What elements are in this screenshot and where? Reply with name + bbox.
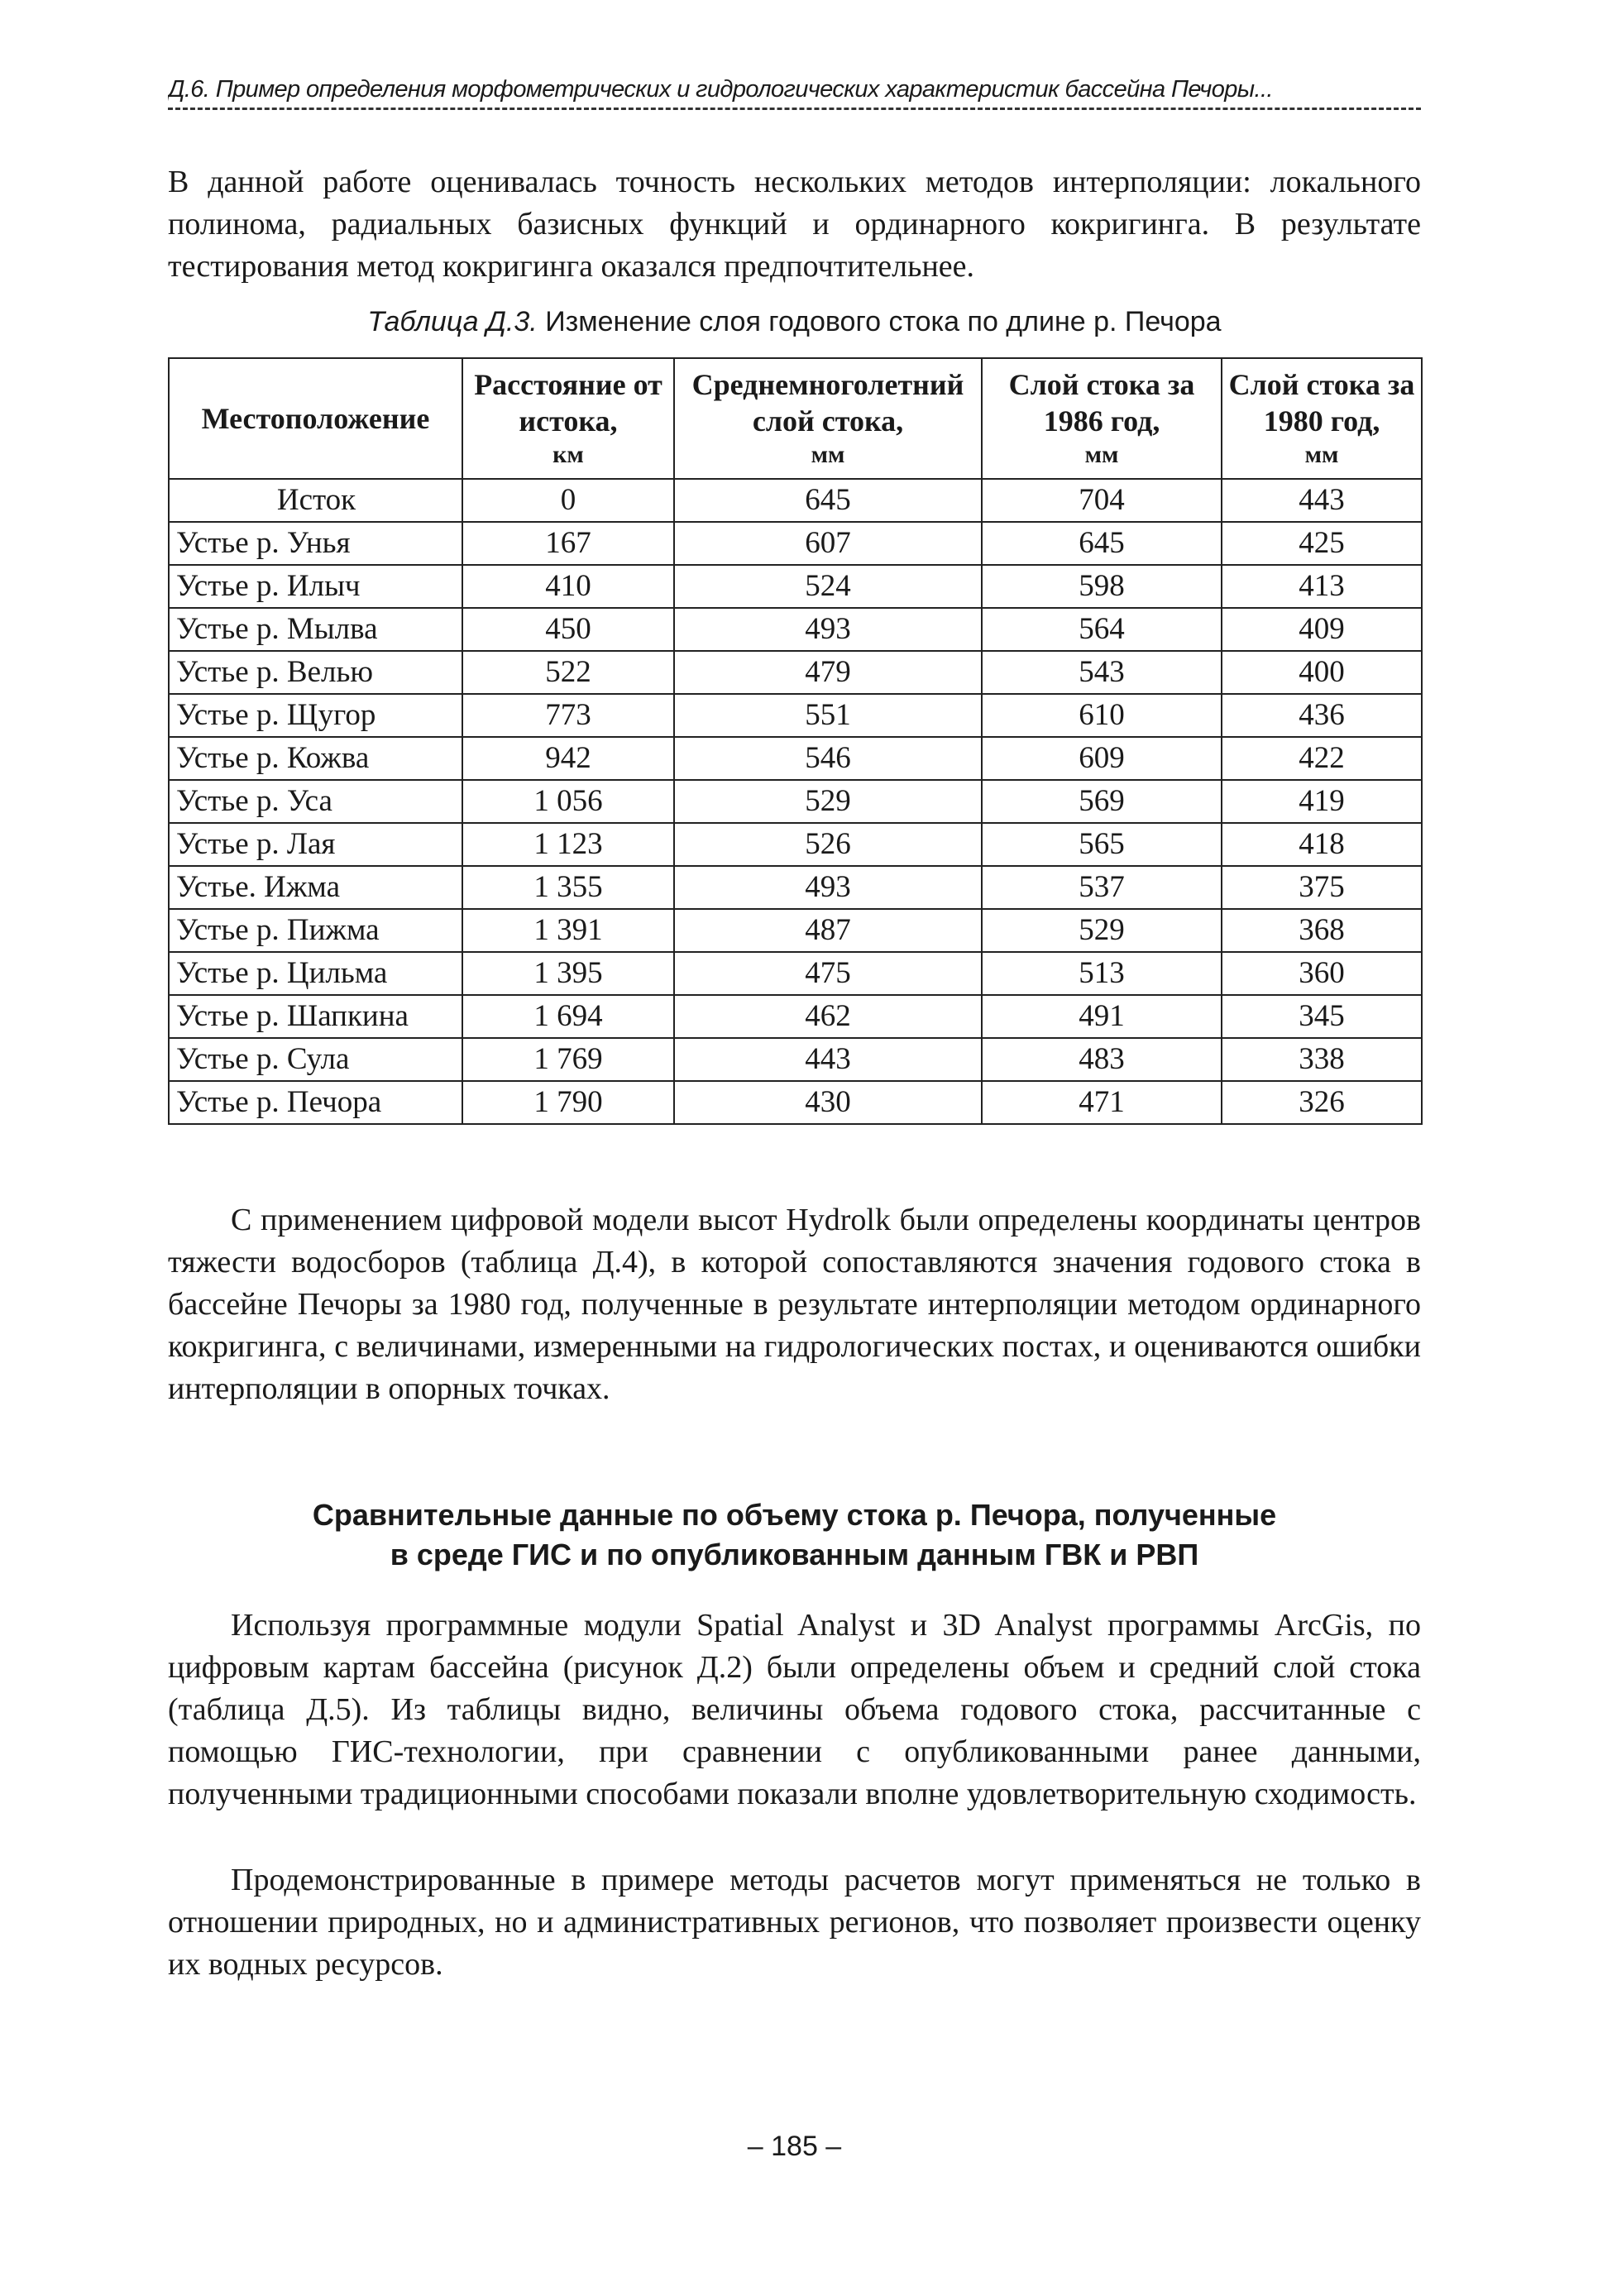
table-cell-location: Устье р. Сула bbox=[169, 1038, 462, 1081]
table-cell-location: Устье р. Лая bbox=[169, 823, 462, 866]
table-cell: 1 123 bbox=[462, 823, 674, 866]
gis-paragraph: Используя программные модули Spatial Analyst и 3D Analyst программы ArcGis, по цифровым картам бассейна (рисунок Д.2) были определены объем и средний слой стока (таблица Д.5). Из таблицы видно, величины объема годового стока, рассчитанные с помощью ГИС-технологии, при сравнении с опубликованными ранее данными, полученными традиционными способами показали вполне удовлетворительную сходимость. bbox=[168, 1608, 1421, 1811]
table-cell: 529 bbox=[674, 780, 982, 823]
table-cell: 475 bbox=[674, 952, 982, 995]
table-row bbox=[169, 909, 1422, 952]
table-row bbox=[169, 952, 1422, 995]
table-cell: 564 bbox=[982, 608, 1222, 651]
table-row bbox=[169, 565, 1422, 608]
table-cell: 610 bbox=[982, 694, 1222, 737]
table-cell: 0 bbox=[462, 479, 674, 522]
table-cell: 375 bbox=[1222, 866, 1422, 909]
page-number: – 185 – bbox=[747, 2131, 842, 2162]
table-cell: 413 bbox=[1222, 565, 1422, 608]
table-cell: 1 694 bbox=[462, 995, 674, 1038]
table-cell: 418 bbox=[1222, 823, 1422, 866]
intro-paragraph: В данной работе оценивалась точность нескольких методов интерполяции: локального полинома, радиальных базисных функций и ординарного кокригинга. В результате тестирования метод кокригинга оказался предпочтительнее. bbox=[168, 165, 1421, 284]
table-cell: 410 bbox=[462, 565, 674, 608]
table-cell-location: Устье р. Щугор bbox=[169, 694, 462, 737]
table-cell: 513 bbox=[982, 952, 1222, 995]
table-cell: 546 bbox=[674, 737, 982, 780]
table-cell-location: Устье р. Цильма bbox=[169, 952, 462, 995]
table-cell: 368 bbox=[1222, 909, 1422, 952]
table-cell: 565 bbox=[982, 823, 1222, 866]
table-row bbox=[169, 522, 1422, 565]
table-cell: 537 bbox=[982, 866, 1222, 909]
table-cell: 1 056 bbox=[462, 780, 674, 823]
conclusion-paragraph: Продемонстрированные в примере методы расчетов могут применяться не только в отношении природных, но и административных регионов, что позволяет произвести оценку их водных ресурсов. bbox=[168, 1863, 1421, 1982]
table-cell-location: Устье р. Уса bbox=[169, 780, 462, 823]
table-caption bbox=[168, 304, 1421, 339]
table-cell: 430 bbox=[674, 1081, 982, 1124]
table-cell: 522 bbox=[462, 651, 674, 694]
table-cell: 400 bbox=[1222, 651, 1422, 694]
runoff-table bbox=[168, 357, 1423, 1125]
header-mean-runoff: Среднемноголетний слой стока, мм bbox=[674, 358, 982, 479]
table-cell: 704 bbox=[982, 479, 1222, 522]
table-cell: 338 bbox=[1222, 1038, 1422, 1081]
table-row bbox=[169, 651, 1422, 694]
table-cell: 1 790 bbox=[462, 1081, 674, 1124]
table-cell-location: Устье р. Пижма bbox=[169, 909, 462, 952]
table-row bbox=[169, 995, 1422, 1038]
table-row bbox=[169, 823, 1422, 866]
table-cell: 409 bbox=[1222, 608, 1422, 651]
section-heading-line1: Сравнительные данные по объему стока р. Печора, полученные bbox=[312, 1498, 1277, 1532]
table-cell: 443 bbox=[674, 1038, 982, 1081]
table-caption-label: Таблица Д.3. bbox=[367, 306, 538, 337]
table-cell-location: Устье р. Мылва bbox=[169, 608, 462, 651]
table-cell: 360 bbox=[1222, 952, 1422, 995]
table-row bbox=[169, 737, 1422, 780]
table-cell: 419 bbox=[1222, 780, 1422, 823]
table-cell: 526 bbox=[674, 823, 982, 866]
table-cell: 479 bbox=[674, 651, 982, 694]
table-cell: 1 391 bbox=[462, 909, 674, 952]
table-cell: 493 bbox=[674, 866, 982, 909]
header-distance: Расстояние от истока, км bbox=[462, 358, 674, 479]
table-cell: 462 bbox=[674, 995, 982, 1038]
table-row bbox=[169, 780, 1422, 823]
table-cell: 425 bbox=[1222, 522, 1422, 565]
table-cell: 551 bbox=[674, 694, 982, 737]
section-heading bbox=[168, 1495, 1421, 1575]
table-cell: 483 bbox=[982, 1038, 1222, 1081]
table-cell-location: Устье р. Печора bbox=[169, 1081, 462, 1124]
header-runoff-1986: Слой стока за 1986 год, мм bbox=[982, 358, 1222, 479]
header-runoff-1980: Слой стока за 1980 год, мм bbox=[1222, 358, 1422, 479]
table-cell: 529 bbox=[982, 909, 1222, 952]
dem-paragraph: С применением цифровой модели высот Hydrolk были определены координаты центров тяжести водосборов (таблица Д.4), в которой сопоставляются значения годового стока в бассейне Печоры за 1980 год, полученные в результате интерполяции методом ординарного кокригинга, с величинами, измеренными на гидрологических постах, и оцениваются ошибки интерполяции в опорных точках. bbox=[168, 1203, 1421, 1406]
table-cell: 942 bbox=[462, 737, 674, 780]
table-cell: 524 bbox=[674, 565, 982, 608]
table-cell-location: Устье р. Унья bbox=[169, 522, 462, 565]
table-cell: 493 bbox=[674, 608, 982, 651]
table-cell: 645 bbox=[674, 479, 982, 522]
table-cell-location: Устье р. Велью bbox=[169, 651, 462, 694]
table-cell: 443 bbox=[1222, 479, 1422, 522]
table-cell: 167 bbox=[462, 522, 674, 565]
table-cell: 345 bbox=[1222, 995, 1422, 1038]
table-cell: 1 395 bbox=[462, 952, 674, 995]
table-row bbox=[169, 479, 1422, 522]
header-location: Местоположение bbox=[169, 358, 462, 479]
table-cell: 598 bbox=[982, 565, 1222, 608]
table-cell: 569 bbox=[982, 780, 1222, 823]
table-cell: 491 bbox=[982, 995, 1222, 1038]
table-cell: 609 bbox=[982, 737, 1222, 780]
table-cell: 422 bbox=[1222, 737, 1422, 780]
table-cell-location: Устье р. Илыч bbox=[169, 565, 462, 608]
table-cell-location: Устье. Ижма bbox=[169, 866, 462, 909]
table-row bbox=[169, 694, 1422, 737]
table-cell: 471 bbox=[982, 1081, 1222, 1124]
table-row bbox=[169, 866, 1422, 909]
table-cell: 607 bbox=[674, 522, 982, 565]
section-heading-line2: в среде ГИС и по опубликованным данным ГВК и РВП bbox=[390, 1538, 1199, 1571]
table-cell: 543 bbox=[982, 651, 1222, 694]
table-cell: 326 bbox=[1222, 1081, 1422, 1124]
table-row bbox=[169, 1038, 1422, 1081]
table-row bbox=[169, 1081, 1422, 1124]
table-cell: 1 355 bbox=[462, 866, 674, 909]
table-cell: 450 bbox=[462, 608, 674, 651]
table-row bbox=[169, 608, 1422, 651]
table-cell: 645 bbox=[982, 522, 1222, 565]
running-head: Д.6. Пример определения морфометрических и гидрологических характеристик бассейна Печоры... bbox=[168, 74, 1421, 110]
table-header-row bbox=[169, 358, 1422, 479]
table-cell-location: Исток bbox=[169, 479, 462, 522]
table-cell-location: Устье р. Кожва bbox=[169, 737, 462, 780]
table-cell: 487 bbox=[674, 909, 982, 952]
table-cell: 1 769 bbox=[462, 1038, 674, 1081]
table-cell: 436 bbox=[1222, 694, 1422, 737]
table-cell: 773 bbox=[462, 694, 674, 737]
table-caption-text: Изменение слоя годового стока по длине р. Печора bbox=[545, 306, 1222, 337]
table-cell-location: Устье р. Шапкина bbox=[169, 995, 462, 1038]
